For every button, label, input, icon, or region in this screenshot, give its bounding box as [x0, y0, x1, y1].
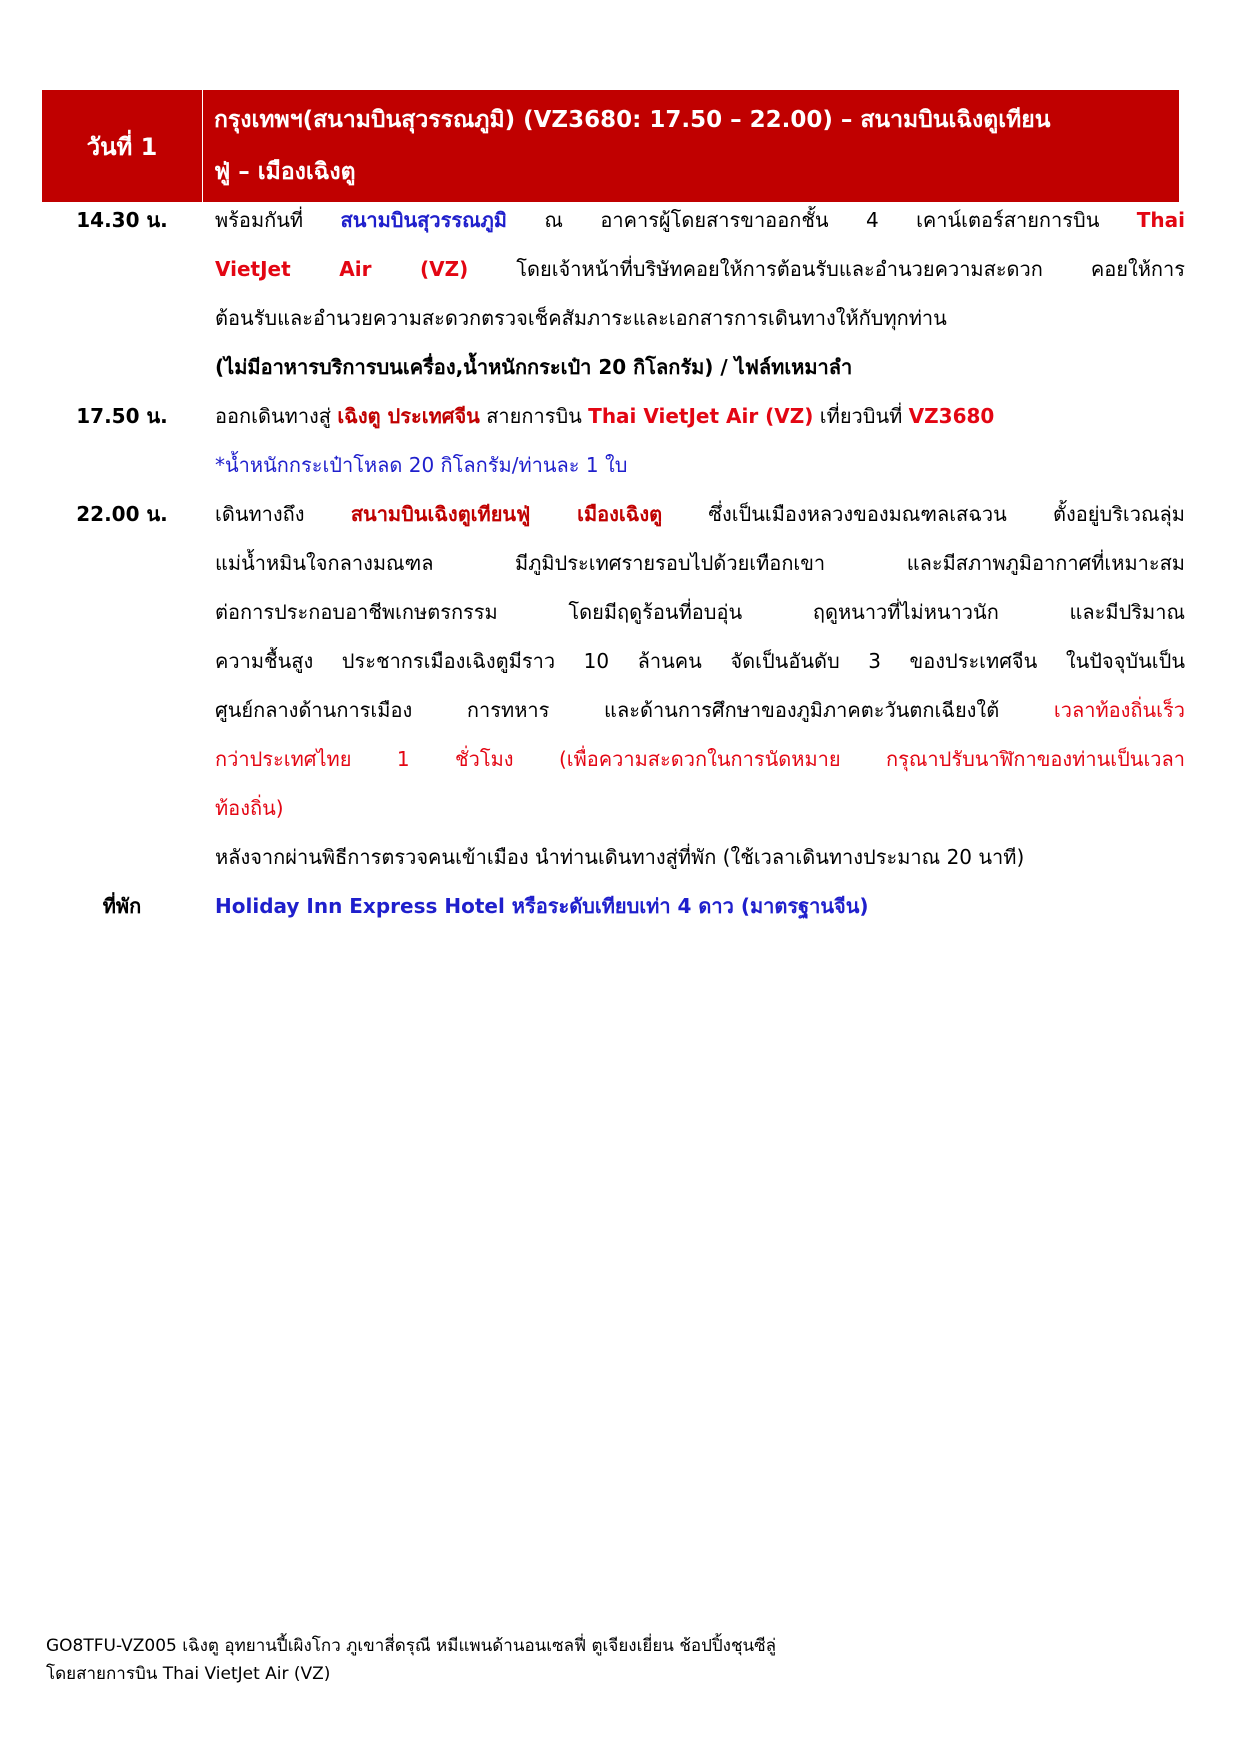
flight-number: VZ3680 — [908, 404, 995, 428]
day-title-line1: กรุงเทพฯ(สนามบินสุวรรณภูมิ) (VZ3680: 17.50 – 22.00) – สนามบินเฉิงตูเทียน — [214, 107, 1051, 133]
timezone-note: ท้องถิ่น) — [215, 796, 284, 820]
entry-line — [215, 686, 1185, 735]
day-title — [214, 94, 1169, 198]
entry-line: แม่น้ำหมินใจกลางมณฑล มีภูมิประเทศรายรอบไปด้วยเทือกเขา และมีสภาพภูมิอากาศที่เหมาะสม — [215, 551, 1185, 575]
text: ออกเดินทางสู่ — [215, 404, 338, 428]
hotel-label: ที่พัก — [102, 894, 142, 918]
entry-body — [215, 392, 1185, 490]
airline-name: VietJet Air (VZ) — [215, 257, 469, 281]
day-title-line2: ฟู่ – เมืองเฉิงตู — [214, 159, 356, 185]
entry-line: (ไม่มีอาหารบริการบนเครื่อง,น้ำหนักกระเป๋า 20 กิโลกรัม) / ไฟล์ทเหมาลำ — [215, 355, 853, 379]
text: เดินทางถึง — [215, 502, 351, 526]
entry-line: ความชื้นสูง ประชากรเมืองเฉิงตูมีราว 10 ล้านคน จัดเป็นอันดับ 3 ของประเทศจีน ในปัจจุบันเป็น — [215, 649, 1185, 673]
timezone-note: กว่าประเทศไทย 1 ชั่วโมง (เพื่อความสะดวกในการนัดหมาย กรุณาปรับนาฬิกาของท่านเป็นเวลา — [215, 747, 1185, 771]
entry-time: 17.50 น. — [76, 404, 168, 428]
entry-line — [215, 245, 1185, 294]
airport-name: สนามบินสุวรรณภูมิ — [340, 208, 507, 232]
text: โดยเจ้าหน้าที่บริษัทคอยให้การต้อนรับและอำนวยความสะดวก คอยให้การ — [468, 257, 1185, 281]
page-footer — [46, 1632, 776, 1688]
entry-body — [215, 196, 1185, 392]
text: ณ อาคารผู้โดยสารขาออกชั้น 4 เคาน์เตอร์สายการบิน — [507, 208, 1137, 232]
hotel-rating: หรือระดับเทียบเท่า 4 ดาว (มาตรฐานจีน) — [504, 894, 869, 918]
airline-name: Thai VietJet Air (VZ) — [588, 404, 814, 428]
baggage-note: *น้ำหนักกระเป๋าโหลด 20 กิโลกรัม/ท่านละ 1 ใบ — [215, 453, 628, 477]
entry-time: 22.00 น. — [76, 502, 168, 526]
text: สายการบิน — [479, 404, 589, 428]
hotel-name: Holiday Inn Express Hotel — [215, 894, 505, 918]
entry-line: หลังจากผ่านพิธีการตรวจคนเข้าเมือง นำท่านเดินทางสู่ที่พัก (ใช้เวลาเดินทางประมาณ 20 นาที) — [215, 845, 1025, 869]
text: พร้อมกันที่ — [215, 208, 341, 232]
footer-line1: GO8TFU-VZ005 เฉิงตู อุทยานปี้เผิงโกว ภูเขาสี่ดรุณี หมีแพนด้านอนเซลฟี่ ตูเจียงเยี่ยน ช้อปปิ้งชุนซีลู่ — [46, 1636, 777, 1656]
day-header — [42, 90, 1179, 202]
destination: เฉิงตู ประเทศจีน — [337, 404, 480, 428]
entry-line — [215, 392, 1185, 441]
entry-time: 14.30 น. — [76, 208, 168, 232]
entry-body — [215, 490, 1185, 882]
footer-line2: โดยสายการบิน Thai VietJet Air (VZ) — [46, 1664, 331, 1684]
day-label: วันที่ 1 — [42, 90, 203, 202]
hotel-info — [215, 882, 1185, 931]
entry-line: ต่อการประกอบอาชีพเกษตรกรรม โดยมีฤดูร้อนที่อบอุ่น ฤดูหนาวที่ไม่หนาวนัก และมีปริมาณ — [215, 600, 1185, 624]
text: เที่ยวบินที่ — [813, 404, 909, 428]
text: ซึ่งเป็นเมืองหลวงของมณฑลเสฉวน ตั้งอยู่บริเวณลุ่ม — [662, 502, 1185, 526]
text: ศูนย์กลางด้านการเมือง การทหาร และด้านการศึกษาของภูมิภาคตะวันตกเฉียงใต้ — [215, 698, 1054, 722]
airline-name: Thai — [1136, 208, 1185, 232]
hotel-line — [215, 882, 1185, 931]
entry-line: ต้อนรับและอำนวยความสะดวกตรวจเช็คสัมภาระและเอกสารการเดินทางให้กับทุกท่าน — [215, 306, 947, 330]
timezone-note: เวลาท้องถิ่นเร็ว — [1053, 698, 1185, 722]
destination: สนามบินเฉิงตูเทียนฟู่ เมืองเฉิงตู — [350, 502, 663, 526]
entry-line — [215, 196, 1185, 245]
entry-line — [215, 490, 1185, 539]
